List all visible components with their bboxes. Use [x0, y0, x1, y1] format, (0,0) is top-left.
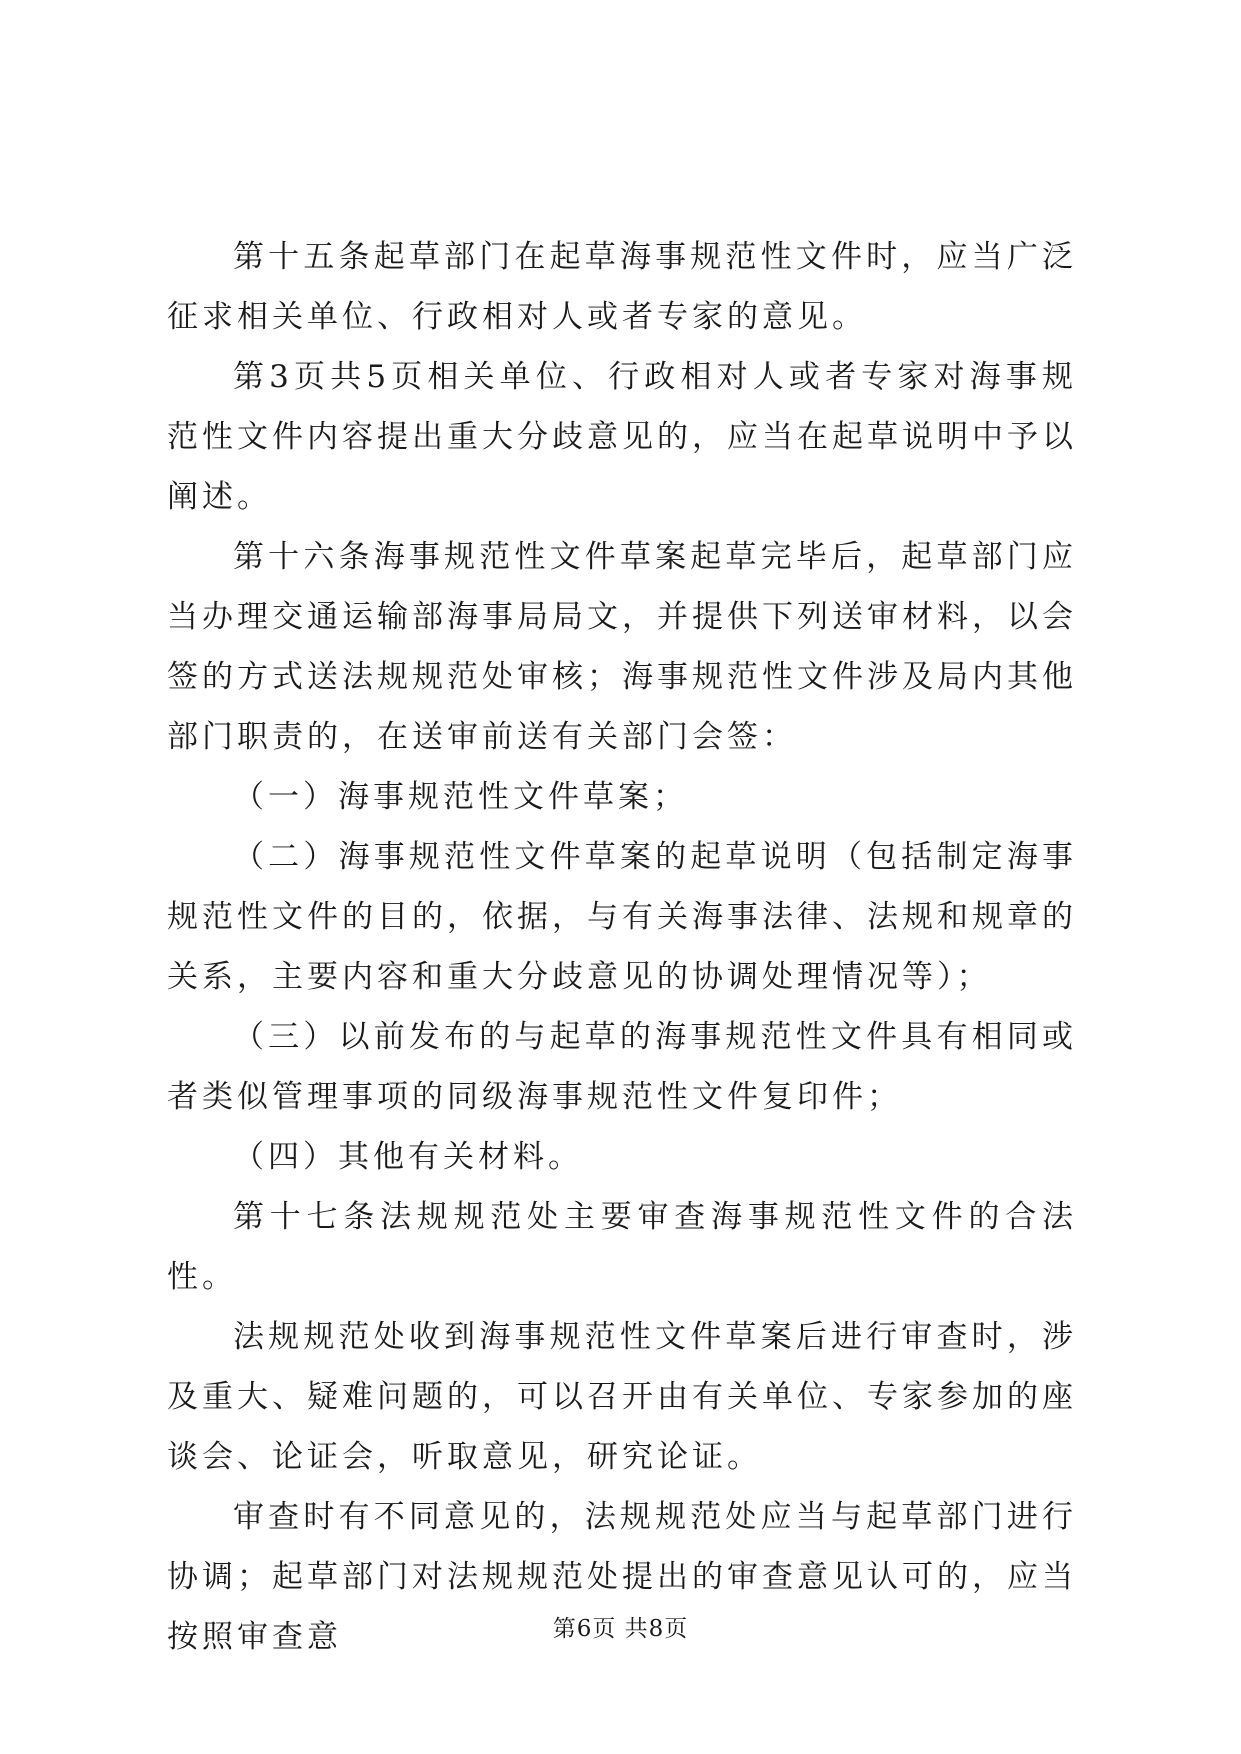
paragraph-article-15: 第十五条起草部门在起草海事规范性文件时，应当广泛征求相关单位、行政相对人或者专家的意见。 [167, 239, 1077, 335]
paragraph-review: 法规规范处收到海事规范性文件草案后进行审查时，涉及重大、疑难问题的，可以召开由有关单位、专家参加的座谈会、论证会，听取意见，研究论证。 [167, 1319, 1077, 1475]
page-number-label: 第6页 共8页 [552, 1616, 689, 1642]
paragraph-opinions: 第3页共5页相关单位、行政相对人或者专家对海事规范性文件内容提出重大分歧意见的，应当在起草说明中予以阐述。 [167, 359, 1077, 515]
document-body [167, 227, 1077, 1667]
list-item-3: （三）以前发布的与起草的海事规范性文件具有相同或者类似管理事项的同级海事规范性文件复印件； [167, 1019, 1077, 1115]
page-footer [0, 1610, 1241, 1643]
list-item-4: （四）其他有关材料。 [233, 1139, 583, 1175]
paragraph-article-16: 第十六条海事规范性文件草案起草完毕后，起草部门应当办理交通运输部海事局局文，并提供下列送审材料，以会签的方式送法规规范处审核；海事规范性文件涉及局内其他部门职责的，在送审前送有关部门会签： [167, 539, 1077, 755]
paragraph-article-17: 第十七条法规规范处主要审查海事规范性文件的合法性。 [167, 1199, 1077, 1295]
list-item-1: （一）海事规范性文件草案； [233, 779, 688, 815]
list-item-2: （二）海事规范性文件草案的起草说明（包括制定海事规范性文件的目的，依据，与有关海事法律、法规和规章的关系，主要内容和重大分歧意见的协调处理情况等）； [167, 839, 1077, 995]
paragraph-coordination: 审查时有不同意见的，法规规范处应当与起草部门进行协调；起草部门对法规规范处提出的审查意见认可的，应当按照审查意 [167, 1499, 1077, 1655]
